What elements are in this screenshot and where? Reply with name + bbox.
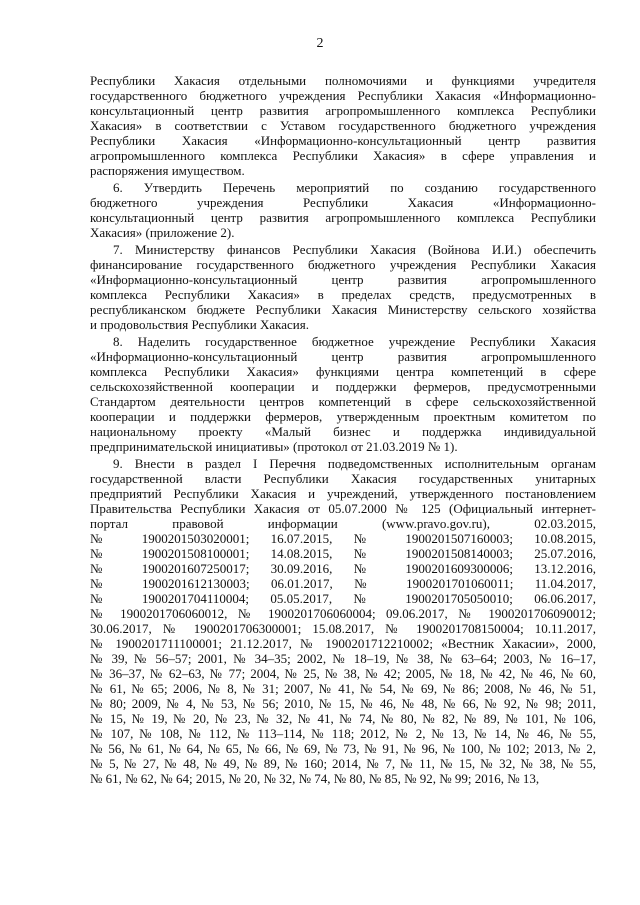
text-line: № 1900201508100001; 14.08.2015, № 1900201508140003; 25.07.2016, bbox=[90, 546, 596, 561]
text-line: кооперации и поддержки фермеров, утвержденным проектным комитетом по bbox=[90, 409, 596, 424]
text-line: Стандартом деятельности центров компетенций в сфере сельскохозяйственной bbox=[90, 394, 596, 409]
text-line: № 1900201607250017; 30.09.2016, № 1900201609300006; 13.12.2016, bbox=[90, 561, 596, 576]
text-line: национальному проекту «Малый бизнес и поддержка индивидуальной bbox=[90, 424, 596, 439]
text-line: № 56, № 61, № 64, № 65, № 66, № 69, № 73, № 91, № 96, № 100, № 102; 2013, № 2, bbox=[90, 741, 596, 756]
text-line: Хакасия» в соответствии с Уставом государственного бюджетного учреждения bbox=[90, 118, 596, 133]
text-line: № 61, № 65; 2006, № 8, № 31; 2007, № 41, № 54, № 69, № 86; 2008, № 46, № 51, bbox=[90, 681, 596, 696]
text-line: 9. Внести в раздел I Перечня подведомственных исполнительным органам bbox=[113, 456, 596, 471]
text-line: № 1900201706060012, № 1900201706060004; 09.06.2017, № 1900201706090012; bbox=[90, 606, 596, 621]
text-line: сельскохозяйственной кооперации и поддержки фермеров, предусмотренными bbox=[90, 379, 596, 394]
text-line: 7. Министерству финансов Республики Хакасия (Войнова И.И.) обеспечить bbox=[113, 242, 596, 257]
text-line: 6. Утвердить Перечень мероприятий по созданию государственного bbox=[113, 180, 596, 195]
text-line: агропромышленного комплекса Республики Хакасия» в сфере управления и bbox=[90, 148, 596, 163]
text-line: «Информационно-консультационный центр развития агропромышленного bbox=[90, 349, 596, 364]
document-body bbox=[90, 73, 596, 786]
text-line: № 1900201704110004; 05.05.2017, № 1900201705050010; 06.06.2017, bbox=[90, 591, 596, 606]
text-line: комплекса Республики Хакасия» функциями центра компетенций в сфере bbox=[90, 364, 596, 379]
text-line: Республики Хакасия отдельными полномочиями и функциями учредителя bbox=[90, 73, 596, 88]
text-line: Хакасия» (приложение 2). bbox=[90, 225, 235, 240]
text-line: № 39, № 56–57; 2001, № 34–35; 2002, № 18–19, № 38, № 63–64; 2003, № 16–17, bbox=[90, 651, 596, 666]
text-line: № 1900201711100001; 21.12.2017, № 1900201712210002; «Вестник Хакасии», 2000, bbox=[90, 636, 596, 651]
text-line: Правительства Республики Хакасия от 05.07.2000 № 125 (Официальный интернет- bbox=[90, 501, 596, 516]
text-line: Республики Хакасия «Информационно-консультационный центр развития bbox=[90, 133, 596, 148]
text-line: 30.06.2017, № 1900201706300001; 15.08.2017, № 1900201708150004; 10.11.2017, bbox=[90, 621, 596, 636]
text-line: комплекса Республики Хакасия» в пределах средств, предусмотренных в bbox=[90, 287, 596, 302]
text-line: государственного бюджетного учреждения Республики Хакасия «Информационно- bbox=[90, 88, 596, 103]
text-line: и продовольствия Республики Хакасия. bbox=[90, 317, 309, 332]
text-line: предпринимательской инициативы» (протокол от 21.03.2019 № 1). bbox=[90, 439, 458, 454]
text-line: распоряжения имуществом. bbox=[90, 163, 245, 178]
text-line: № 1900201503020001; 16.07.2015, № 1900201507160003; 10.08.2015, bbox=[90, 531, 596, 546]
text-line: «Информационно-консультационный центр развития агропромышленного bbox=[90, 272, 596, 287]
text-line: республиканском бюджете Республики Хакасия Министерству сельского хозяйства bbox=[90, 302, 596, 317]
paragraph-p8 bbox=[90, 334, 596, 454]
paragraph-p-cont bbox=[90, 73, 596, 178]
paragraph-p6 bbox=[90, 180, 596, 240]
text-line: № 61, № 62, № 64; 2015, № 20, № 32, № 74, № 80, № 85, № 92, № 99; 2016, № 13, bbox=[90, 771, 540, 786]
text-line: № 1900201612130003; 06.01.2017, № 1900201701060011; 11.04.2017, bbox=[90, 576, 596, 591]
text-line: финансирование государственного бюджетного учреждения Республики Хакасия bbox=[90, 257, 596, 272]
text-line: № 15, № 19, № 20, № 23, № 32, № 41, № 74, № 80, № 82, № 89, № 101, № 106, bbox=[90, 711, 596, 726]
text-line: 8. Наделить государственное бюджетное учреждение Республики Хакасия bbox=[113, 334, 596, 349]
page-number: 2 bbox=[316, 36, 324, 51]
text-line: консультационный центр развития агропромышленного комплекса Республики bbox=[90, 210, 596, 225]
text-line: портал правовой информации (www.pravo.gov.ru), 02.03.2015, bbox=[90, 516, 596, 531]
text-line: № 5, № 27, № 48, № 49, № 89, № 160; 2014, № 7, № 11, № 15, № 32, № 38, № 55, bbox=[90, 756, 596, 771]
text-line: консультационный центр развития агропромышленного комплекса Республики bbox=[90, 103, 596, 118]
text-line: бюджетного учреждения Республики Хакасия «Информационно- bbox=[90, 195, 596, 210]
text-line: № 107, № 108, № 112, № 113–114, № 118; 2012, № 2, № 13, № 14, № 46, № 55, bbox=[90, 726, 596, 741]
text-line: № 36–37, № 62–63, № 77; 2004, № 25, № 38, № 42; 2005, № 18, № 42, № 46, № 60, bbox=[90, 666, 596, 681]
text-line: № 80; 2009, № 4, № 53, № 56; 2010, № 15, № 46, № 48, № 66, № 92, № 98; 2011, bbox=[90, 696, 596, 711]
text-line: предприятий Республики Хакасия и учреждений, утвержденного постановлением bbox=[90, 486, 596, 501]
paragraph-p9 bbox=[90, 456, 596, 786]
text-line: государственной власти Республики Хакасия государственных унитарных bbox=[90, 471, 596, 486]
paragraph-p7 bbox=[90, 242, 596, 332]
